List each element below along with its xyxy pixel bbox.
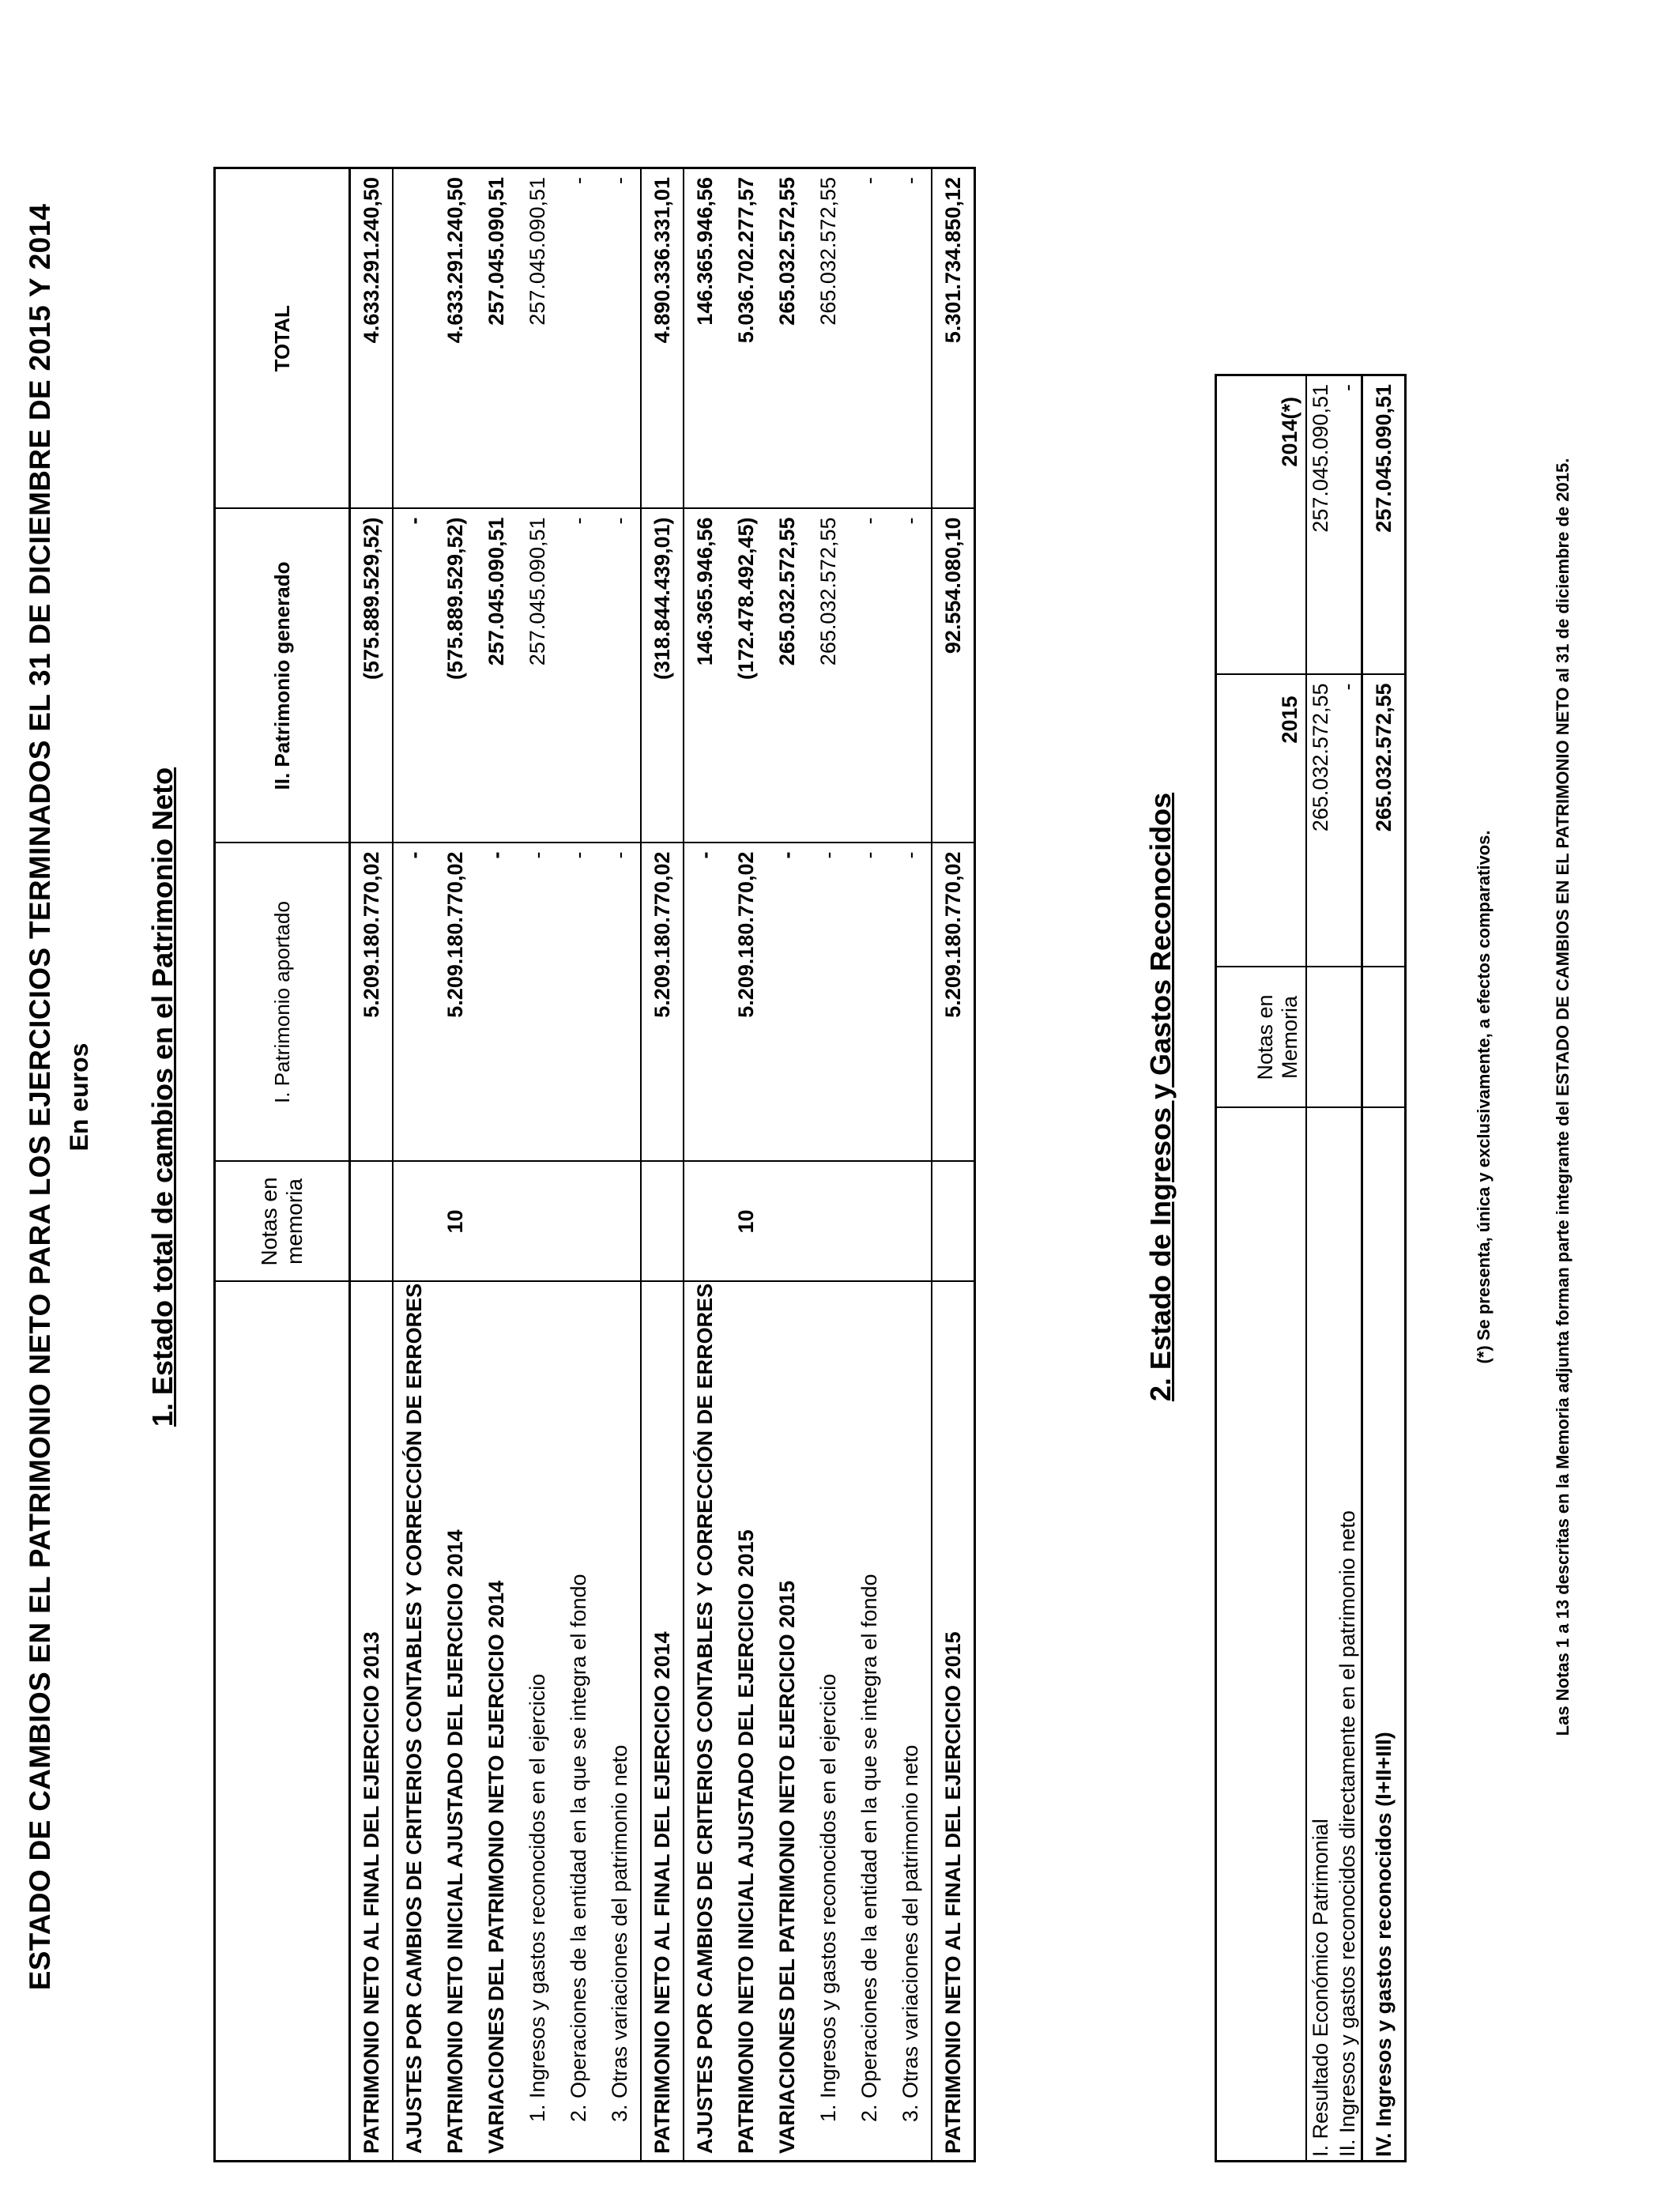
row-generado: (575.889.529,52) [350,509,394,843]
row-2014: 257.045.090,51 [1306,375,1334,675]
table-row [476,168,517,2162]
table-row [517,168,558,2162]
row-aportado: - [890,843,932,1162]
header-total: TOTAL [215,168,350,509]
row-generado: - [599,509,641,843]
table-row [808,168,849,2162]
table-row [932,168,975,2162]
row-generado: (575.889.529,52) [435,509,476,843]
row-total: - [558,168,599,509]
row-label: PATRIMONIO NETO INICIAL AJUSTADO DEL EJERCICIO 2015 [733,1529,758,2154]
table-row [1306,375,1334,2162]
row-notes [1362,967,1406,1108]
row-total [393,168,435,509]
row-generado: - [849,509,890,843]
row-2014: - [1334,375,1362,675]
row-label: PATRIMONIO NETO AL FINAL DEL EJERCICIO 2014 [641,1282,684,2162]
row-notes: 10 [435,1162,476,1282]
row-total: 265.032.572,55 [767,168,808,509]
table-row [435,168,476,2162]
row-label: 3. Otras variaciones del patrimonio neto [607,1744,631,2122]
equity-changes-table [213,167,976,2162]
row-2015: 265.032.572,55 [1306,675,1334,967]
table-row [684,168,725,2162]
row-generado: (318.844.439,01) [641,509,684,843]
footnote: (*) Se presenta, única y exclusivamente, a efectos comparativos. [1474,830,1494,1364]
row-total: 257.045.090,51 [517,168,558,509]
row-notes [890,1162,932,1282]
row-2015: - [1334,675,1362,967]
table-row [767,168,808,2162]
row-notes [849,1162,890,1282]
row-aportado: - [476,843,517,1162]
row-label: II. Ingresos y gastos reconocidos directamente en el patrimonio neto [1335,1510,1359,2157]
table-row [641,168,684,2162]
row-total: - [599,168,641,509]
header-label [215,1282,350,2162]
row-aportado: - [599,843,641,1162]
header-label [1216,1108,1307,2162]
row-aportado: - [558,843,599,1162]
row-total: 265.032.572,55 [808,168,849,509]
row-generado: 146.365.946,56 [684,509,725,843]
row-label: PATRIMONIO NETO INICIAL AJUSTADO DEL EJERCICIO 2014 [443,1529,467,2154]
table-row [599,168,641,2162]
row-aportado: - [684,843,725,1162]
document-subtitle: En euros [65,1042,93,1152]
row-label: 1. Ingresos y gastos reconocidos en el ejercicio [525,1673,549,2122]
row-aportado: 5.209.180.770,02 [641,843,684,1162]
row-2015: 265.032.572,55 [1362,675,1406,967]
row-notes [393,1162,435,1282]
row-notes [684,1162,725,1282]
row-label: VARIACIONES DEL PATRIMONIO NETO EJERCICIO 2015 [774,1580,799,2154]
section1-title: 1. Estado total de cambios en el Patrimonio Neto [146,767,179,1427]
table-row [393,168,435,2162]
row-label: AJUSTES POR CAMBIOS DE CRITERIOS CONTABLES Y CORRECCIÓN DE ERRORES [401,1283,426,2154]
row-label: PATRIMONIO NETO AL FINAL DEL EJERCICIO 2015 [932,1282,975,2162]
row-total: 4.890.336.331,01 [641,168,684,509]
row-total: 257.045.090,51 [476,168,517,509]
row-label: 3. Otras variaciones del patrimonio neto [898,1744,922,2122]
header-patrimonio-generado: II. Patrimonio generado [215,509,350,843]
section2-title: 2. Estado de Ingresos y Gastos Reconocidos [1144,792,1177,1402]
row-label: AJUSTES POR CAMBIOS DE CRITERIOS CONTABLES Y CORRECCIÓN DE ERRORES [692,1283,717,2154]
row-notes [1334,967,1362,1108]
row-notes: 10 [725,1162,767,1282]
row-label: 2. Operaciones de la entidad en la que se integra el fondo [857,1574,881,2122]
row-generado: 92.554.080,10 [932,509,975,843]
row-generado: - [890,509,932,843]
table-row [1334,375,1362,2162]
row-generado: 265.032.572,55 [767,509,808,843]
row-total: 5.036.702.277,57 [725,168,767,509]
table-header-row [215,168,350,2162]
header-2014: 2014(*) [1216,375,1307,675]
row-generado: 265.032.572,55 [808,509,849,843]
row-generado: - [393,509,435,843]
table-header-row [1216,375,1307,2162]
row-notes [641,1162,684,1282]
row-notes [808,1162,849,1282]
table-row [725,168,767,2162]
row-generado: 257.045.090,51 [517,509,558,843]
footer-note: Las Notas 1 a 13 descritas en la Memoria adjunta forman parte integrante del ESTADO DE CAMBIOS EN EL PATRIMONIO NETO al 31 de diciembre de 2015. [1553,458,1573,1736]
income-expenses-table [1215,374,1407,2162]
row-label: 2. Operaciones de la entidad en la que se integra el fondo [566,1574,590,2122]
table-row [558,168,599,2162]
row-total: 5.301.734.850,12 [932,168,975,509]
row-total: 4.633.291.240,50 [435,168,476,509]
row-notes [558,1162,599,1282]
row-notes [767,1162,808,1282]
row-generado: (172.478.492,45) [725,509,767,843]
row-label: 1. Ingresos y gastos reconocidos en el ejercicio [816,1673,840,2122]
row-total: - [890,168,932,509]
row-aportado: 5.209.180.770,02 [932,843,975,1162]
row-aportado: 5.209.180.770,02 [725,843,767,1162]
header-notes: Notas en Memoria [1216,967,1307,1108]
row-label: I. Resultado Económico Patrimonial [1308,1819,1332,2157]
row-aportado: 5.209.180.770,02 [350,843,394,1162]
row-aportado: - [808,843,849,1162]
table-row [350,168,394,2162]
row-notes [476,1162,517,1282]
header-notes: Notas en memoria [215,1162,350,1282]
header-patrimonio-aportado: I. Patrimonio aportado [215,843,350,1162]
header-2015: 2015 [1216,675,1307,967]
row-total: 4.633.291.240,50 [350,168,394,509]
row-aportado: - [849,843,890,1162]
row-generado: - [558,509,599,843]
row-label: PATRIMONIO NETO AL FINAL DEL EJERCICIO 2013 [350,1282,394,2162]
row-aportado: - [767,843,808,1162]
row-aportado: - [393,843,435,1162]
row-total: 146.365.946,56 [684,168,725,509]
row-total: - [849,168,890,509]
row-notes [517,1162,558,1282]
document-title: ESTADO DE CAMBIOS EN EL PATRIMONIO NETO PARA LOS EJERCICIOS TERMINADOS EL 31 DE DICIEMBRE DE 2015 Y 2014 [24,203,56,1991]
row-notes [599,1162,641,1282]
row-generado: 257.045.090,51 [476,509,517,843]
table-row [849,168,890,2162]
row-notes [350,1162,394,1282]
table-row [890,168,932,2162]
row-label: VARIACIONES DEL PATRIMONIO NETO EJERCICIO 2014 [484,1580,508,2154]
row-notes [1306,967,1334,1108]
row-aportado: 5.209.180.770,02 [435,843,476,1162]
row-notes [932,1162,975,1282]
row-aportado: - [517,843,558,1162]
table-row-total [1362,375,1406,2162]
row-2014: 257.045.090,51 [1362,375,1406,675]
row-label: IV. Ingresos y gastos reconocidos (I+II+III) [1362,1108,1406,2162]
